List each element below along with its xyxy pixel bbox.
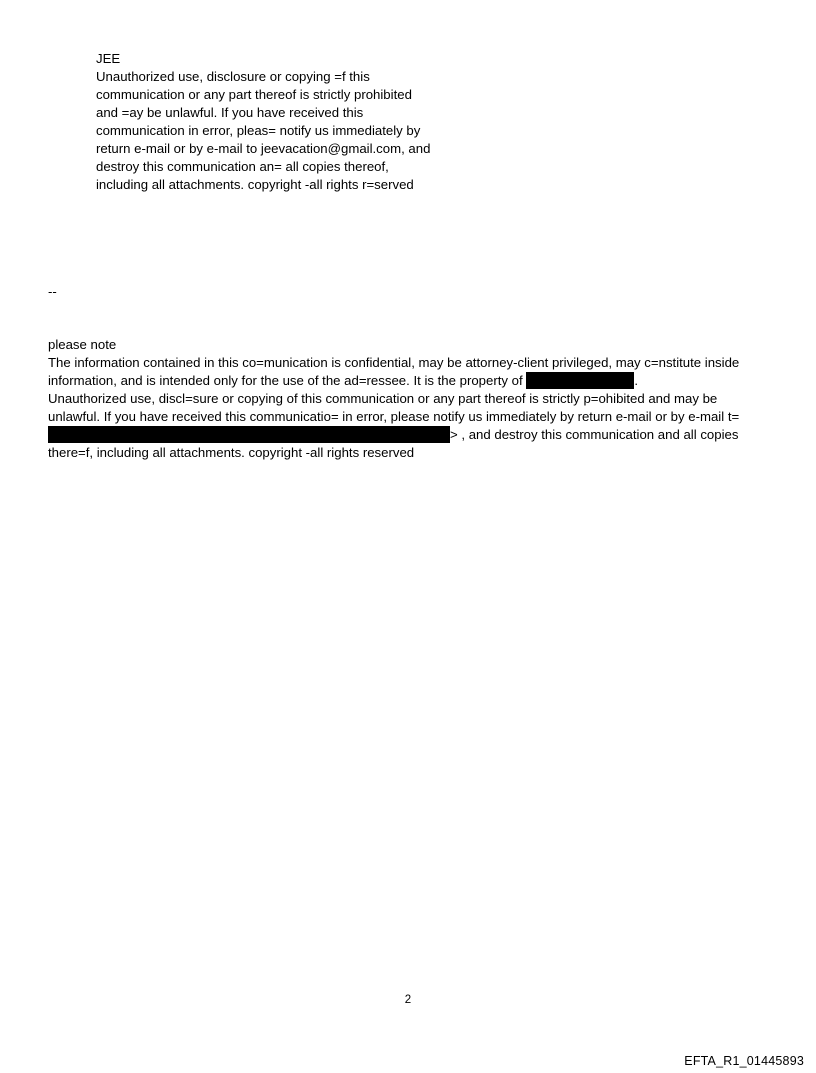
notice-text: . <box>634 373 639 388</box>
notice-heading: please note <box>48 337 117 352</box>
notice-line: unlawful. If you have received this communicatio= in error, please notify us immediately by return e-mail or by e-mail t= <box>48 409 740 424</box>
notice-text: information, and is intended only for the use of the ad=ressee. It is the property of <box>48 373 523 388</box>
notice-line <box>48 372 739 390</box>
disclaimer-line: communication in error, pleas= notify us immediately by <box>96 123 421 138</box>
disclaimer-line: return e-mail or by e-mail to jeevacation@gmail.com, and <box>96 141 431 156</box>
notice-line: there=f, including all attachments. copyright -all rights reserved <box>48 445 415 460</box>
notice-line: Unauthorized use, discl=sure or copying of this communication or any part thereof is strictly p=ohibited and may be <box>48 391 718 406</box>
disclaimer-line: JEE <box>96 51 121 66</box>
bates-number: EFTA_R1_01445893 <box>684 1054 804 1068</box>
disclaimer-line: and =ay be unlawful. If you have received this <box>96 105 364 120</box>
notice-line <box>48 426 739 444</box>
disclaimer-line: Unauthorized use, disclosure or copying =f this <box>96 69 370 84</box>
disclaimer-line: including all attachments. copyright -all rights r=served <box>96 177 414 192</box>
page-number: 2 <box>404 994 412 1006</box>
redaction-box <box>48 426 450 443</box>
disclaimer-line: communication or any part thereof is strictly prohibited <box>96 87 412 102</box>
confidentiality-notice <box>48 336 739 462</box>
disclaimer-line: destroy this communication an= all copies thereof, <box>96 159 389 174</box>
signature-separator: -- <box>48 284 57 299</box>
notice-line: The information contained in this co=munication is confidential, may be attorney-client privileged, may c=nstitute inside <box>48 355 740 370</box>
redaction-box <box>526 372 634 389</box>
notice-text: > , and destroy this communication and all copies <box>450 427 739 442</box>
signature-disclaimer-block <box>96 50 430 194</box>
